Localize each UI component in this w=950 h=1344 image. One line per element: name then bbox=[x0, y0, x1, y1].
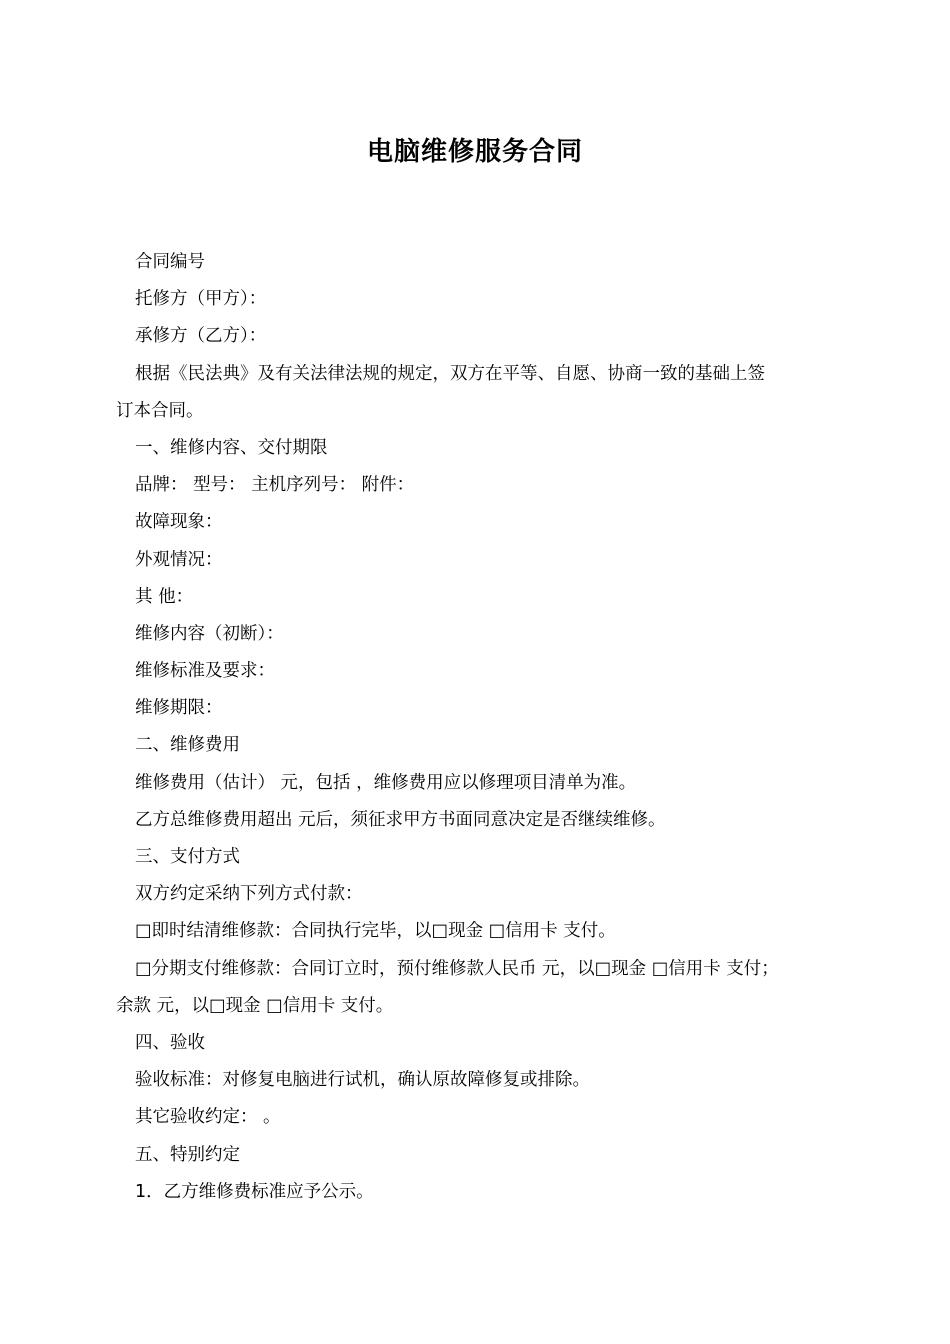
document-line: 四、验收 bbox=[135, 1032, 205, 1053]
document-line: 合同编号 bbox=[135, 252, 205, 272]
document-line: 维修费用（估计） 元，包括 ，维修费用应以修理项目清单为准。 bbox=[135, 772, 637, 793]
document-line: 双方约定采纳下列方式付款： bbox=[135, 884, 363, 905]
document-line: 乙方总维修费用超出 元后，须征求甲方书面同意决定是否继续维修。 bbox=[135, 809, 666, 830]
document-line: 根据《民法典》及有关法律法规的规定，双方在平等、自愿、协商一致的基础上签 bbox=[135, 363, 765, 384]
document-line: 维修期限： bbox=[135, 698, 223, 719]
document-line: 三、支付方式 bbox=[135, 847, 240, 867]
document-line: 1．乙方维修费标准应予公示。 bbox=[135, 1181, 374, 1202]
document-line: □分期支付维修款：合同订立时，预付维修款人民币 元，以□现金 □信用卡 支付； bbox=[135, 958, 779, 979]
document-title: 电脑维修服务合同 bbox=[366, 137, 583, 167]
document-line: 余款 元，以□现金 □信用卡 支付。 bbox=[116, 995, 394, 1016]
document-line: 品牌： 型号： 主机序列号： 附件： bbox=[135, 475, 415, 496]
document-line: 其它验收约定： 。 bbox=[135, 1107, 281, 1128]
document-line: 验收标准：对修复电脑进行试机，确认原故障修复或排除。 bbox=[135, 1070, 590, 1091]
document-line: 订本合同。 bbox=[116, 400, 204, 421]
document-line: □即时结清维修款：合同执行完毕，以□现金 □信用卡 支付。 bbox=[135, 921, 616, 942]
document-line: 五、特别约定 bbox=[135, 1144, 240, 1165]
document-line: 二、维修费用 bbox=[135, 735, 240, 756]
document-line: 托修方（甲方）： bbox=[135, 289, 267, 310]
document-line: 一、维修内容、交付期限 bbox=[135, 437, 328, 458]
document-line: 故障现象： bbox=[135, 512, 223, 533]
document-line: 维修标准及要求： bbox=[135, 661, 275, 682]
document-line: 承修方（乙方）： bbox=[135, 326, 267, 347]
document-body bbox=[116, 244, 846, 1211]
document-line: 维修内容（初断）： bbox=[135, 623, 284, 644]
document-line: 其 他： bbox=[135, 586, 194, 607]
document-line: 外观情况： bbox=[135, 549, 223, 570]
